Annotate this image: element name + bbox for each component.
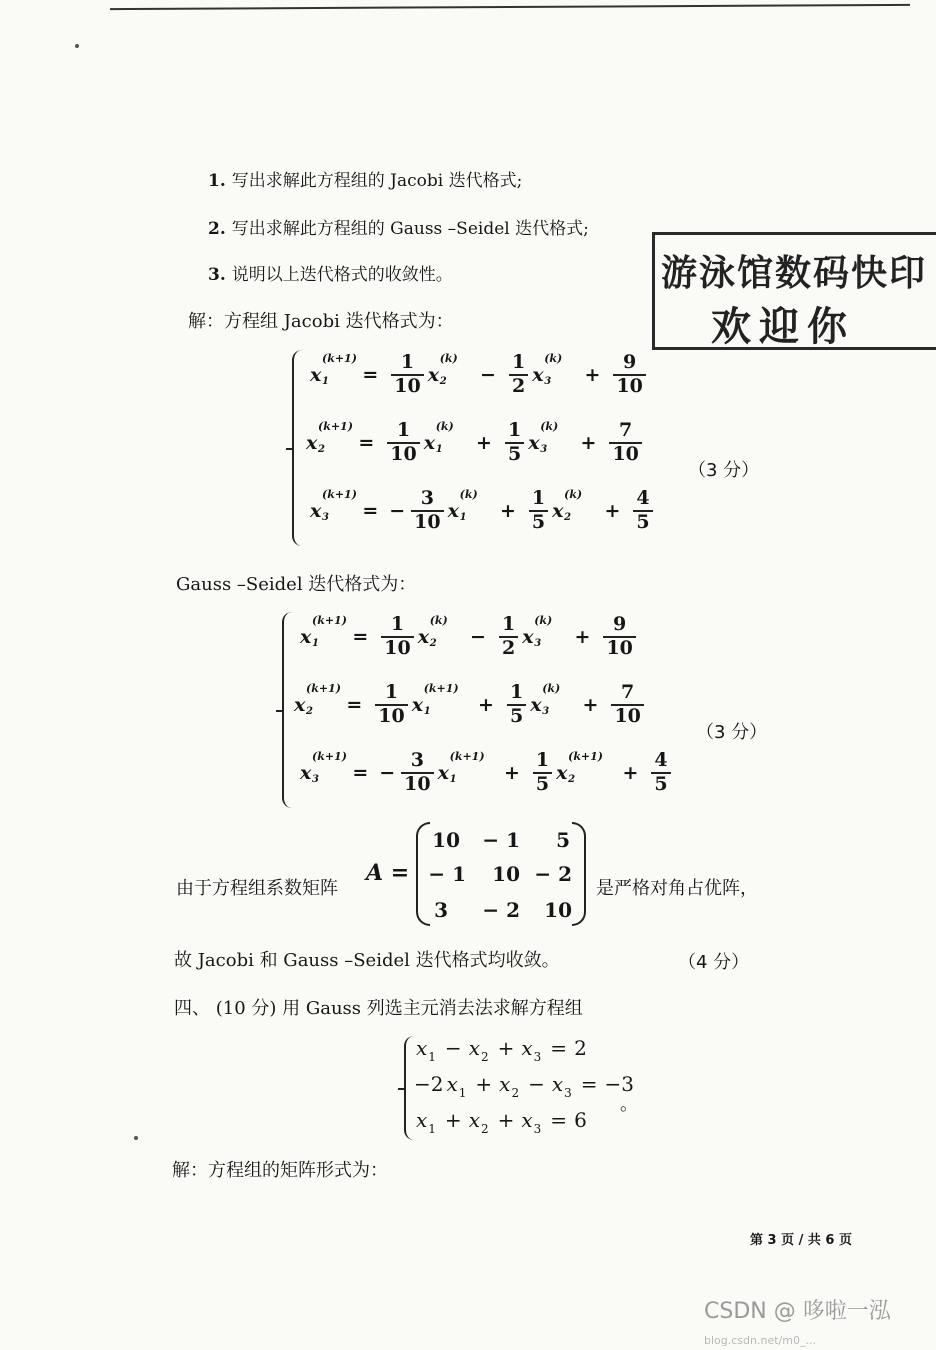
gs-eq-1: x (k+1) 1 = $\frac{1}{10}$ x (k) 2 − $\frac{1}{2}$ x (k) 3 + $\frac{9}{10}$ (300, 614, 640, 660)
question-3: 3. 说明以上迭代格式的收敛性。 (208, 265, 453, 285)
gs-eq-2: x (k+1) 2 = $\frac{1}{10}$ x (k+1) 1 + $\frac{1}{5}$ x (k) 3 + $\frac{7}{10}$ (294, 682, 648, 728)
matrix-cell: 5 (556, 828, 570, 852)
left-brace (404, 1036, 414, 1140)
conclusion-text: 故 Jacobi 和 Gauss –Seidel 迭代格式均收敛。 (174, 950, 560, 971)
left-brace (292, 350, 306, 546)
gs-system (282, 612, 682, 808)
system-eq-3: $x_1$ + $x_2$ + $x_3$ = 6 (416, 1108, 587, 1136)
gauss-system (404, 1036, 634, 1140)
scan-speck (75, 44, 79, 48)
watermark-url: blog.csdn.net/m0_... (704, 1334, 816, 1347)
question-2: 2. 写出求解此方程组的 Gauss –Seidel 迭代格式; (208, 219, 589, 239)
jacobi-score: （3 分） (688, 460, 760, 481)
matrix-cell: − 1 (428, 862, 466, 886)
matrix-cell: 10 (432, 828, 460, 852)
matrix-cell: 10 (544, 898, 572, 922)
matrix-form-intro: 解：方程组的矩阵形式为： (172, 1160, 388, 1181)
matrix-cell: 3 (434, 898, 448, 922)
jacobi-intro: 解：方程组 Jacobi 迭代格式为： (188, 311, 454, 332)
print-shop-stamp (652, 232, 936, 350)
section-4-heading: 四、 (10 分) 用 Gauss 列选主元消去法求解方程组 (174, 998, 583, 1019)
jacobi-eq-3: x (k+1) 3 = − $\frac{3}{10}$ x (k) 1 + $\frac{1}{5}$ x (k) 2 + $\frac{4}{5}$ (310, 488, 657, 534)
gs-eq-3: x (k+1) 3 = − $\frac{3}{10}$ x (k+1) 1 + $\frac{1}{5}$ x (k+1) 2 + $\frac{4}{5}$ (300, 750, 675, 796)
watermark-text: CSDN @ 哆啦一泓 (704, 1299, 891, 1324)
system-period: 。 (620, 1094, 638, 1115)
matrix-label: A = (366, 860, 410, 886)
gs-score: （3 分） (696, 722, 768, 743)
gs-intro: Gauss –Seidel 迭代格式为： (176, 574, 417, 595)
matrix-cell: − 1 (482, 828, 520, 852)
coefficient-matrix (416, 822, 586, 926)
jacobi-eq-2: x (k+1) 2 = $\frac{1}{10}$ x (k) 1 + $\frac{1}{5}$ x (k) 3 + $\frac{7}{10}$ (306, 420, 646, 466)
diagonal-dominance-text: 是严格对角占优阵， (596, 878, 758, 899)
system-eq-1: $x_1$ − $x_2$ + $x_3$ = 2 (416, 1036, 587, 1064)
csdn-watermark (704, 1294, 936, 1350)
conclusion-score: （4 分） (678, 952, 750, 973)
matrix-right-paren (572, 822, 586, 926)
page-number: 第 3 页 / 共 6 页 (750, 1233, 852, 1248)
matrix-cell: − 2 (482, 898, 520, 922)
matrix-cell: − 2 (534, 862, 572, 886)
matrix-intro: 由于方程组系数矩阵 (176, 878, 338, 899)
scan-speck (134, 1136, 138, 1140)
top-border-line (110, 4, 910, 10)
stamp-line-1: 游泳馆数码快印 (661, 252, 928, 294)
jacobi-eq-1: x (k+1) 1 = $\frac{1}{10}$ x (k) 2 − $\frac{1}{2}$ x (k) 3 + $\frac{9}{10}$ (310, 352, 650, 398)
stamp-line-2: 欢迎你 (711, 303, 855, 350)
system-eq-2: −2 $x_1$ + $x_2$ − $x_3$ = −3 (414, 1072, 635, 1100)
matrix-cell: 10 (492, 862, 520, 886)
question-1: 1. 写出求解此方程组的 Jacobi 迭代格式; (208, 171, 523, 191)
jacobi-system (292, 350, 672, 546)
